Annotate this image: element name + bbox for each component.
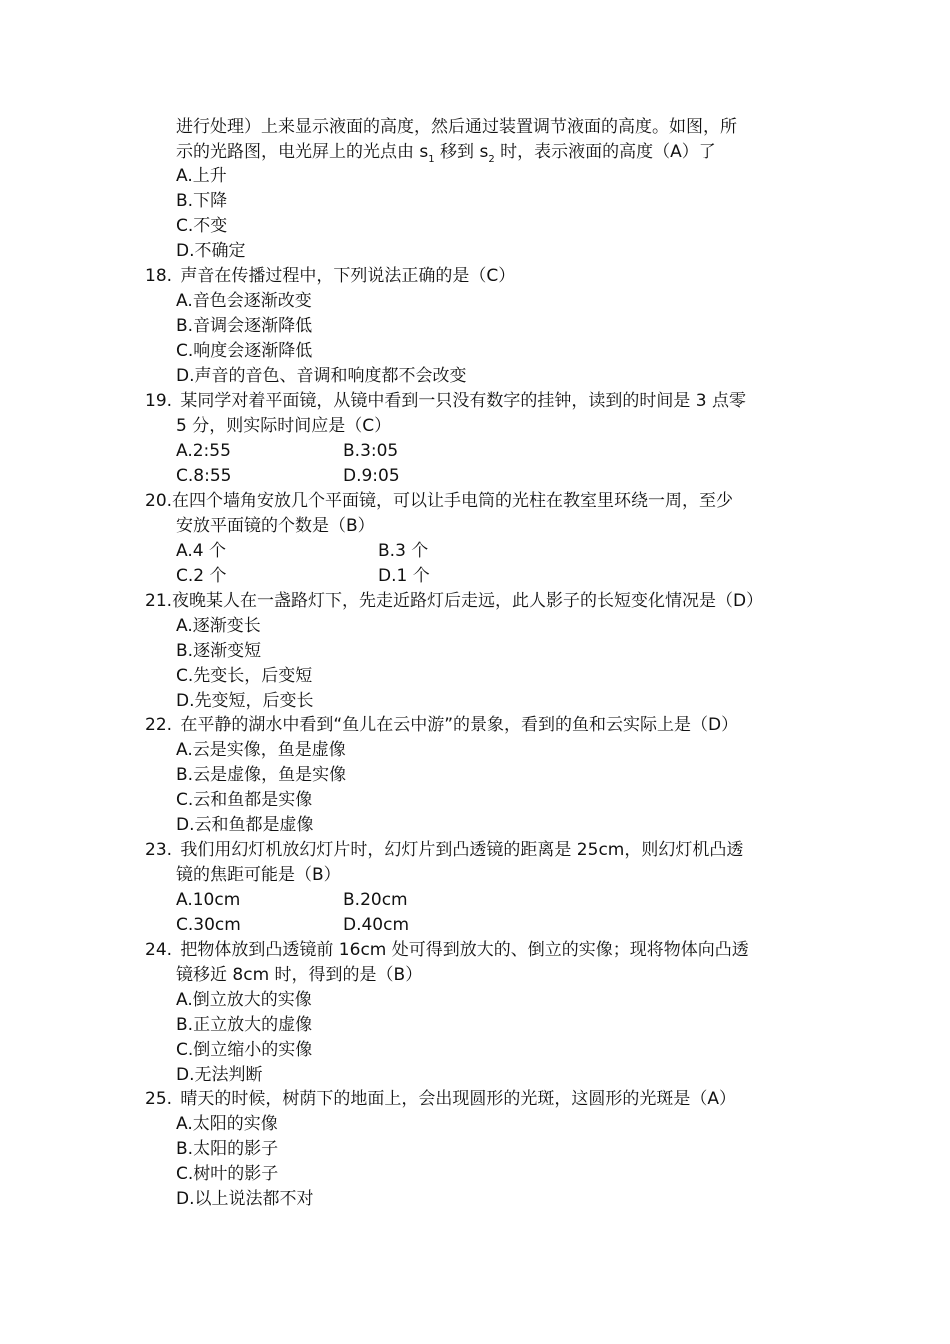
q21-stem-text: 夜晚某人在一盏路灯下，先走近路灯后走远，此人影子的长短变化情况是（D） [172, 591, 764, 611]
q17-option-a: A.上升 [176, 166, 227, 186]
q22-option-d: D.云和鱼都是虚像 [176, 815, 314, 835]
q20-stem-line1 [145, 489, 733, 514]
q23-stem-line2: 镜的焦距可能是（B） [176, 865, 341, 885]
q21-option-d: D.先变短，后变长 [176, 691, 314, 711]
q21-stem [145, 589, 763, 614]
q22-option-b: B.云是虚像，鱼是实像 [176, 765, 347, 785]
q17-stem-text-b: 移到 s [434, 142, 489, 162]
q25-option-a: A.太阳的实像 [176, 1114, 278, 1134]
q17-stem-line1: 进行处理）上来显示液面的高度，然后通过装置调节液面的高度。如图，所 [176, 117, 737, 137]
q25-stem [145, 1087, 736, 1112]
q23-option-a: A.10cm [176, 890, 241, 910]
q17-option-b: B.下降 [176, 191, 228, 211]
q24-option-b: B.正立放大的虚像 [176, 1015, 313, 1035]
q17-stem-text-c: 时，表示液面的高度（A）了 [494, 142, 716, 162]
q23-stem-text: 我们用幻灯机放幻灯片时，幻灯片到凸透镜的距离是 25cm，则幻灯机凸透 [180, 840, 744, 860]
q22-stem-text: 在平静的湖水中看到“鱼儿在云中游”的景象，看到的鱼和云实际上是（D） [180, 715, 739, 735]
q19-option-a: A.2:55 [176, 441, 231, 461]
q18-option-b: B.音调会逐渐降低 [176, 316, 313, 336]
q18-stem-text: 声音在传播过程中，下列说法正确的是（C） [180, 266, 516, 286]
q19-option-b: B.3:05 [343, 441, 399, 461]
q25-stem-text: 晴天的时候，树荫下的地面上，会出现圆形的光斑，这圆形的光斑是（A） [180, 1089, 737, 1109]
q24-stem-text: 把物体放到凸透镜前 16cm 处可得到放大的、倒立的实像；现将物体向凸透 [180, 940, 749, 960]
q20-stem-line2: 安放平面镜的个数是（B） [176, 516, 375, 536]
q17-option-d: D.不确定 [176, 241, 246, 261]
q20-option-d: D.1 个 [378, 566, 430, 586]
q20-stem-text: 在四个墙角安放几个平面镜，可以让手电筒的光柱在教室里环绕一周，至少 [172, 491, 734, 511]
q24-number: 24. [145, 940, 173, 960]
q24-stem-line1 [145, 938, 749, 963]
q18-option-d: D.声音的音色、音调和响度都不会改变 [176, 366, 467, 386]
q19-option-c: C.8:55 [176, 466, 232, 486]
q18-number: 18. [145, 266, 173, 286]
q24-stem-line2: 镜移近 8cm 时，得到的是（B） [176, 965, 423, 985]
q24-option-a: A.倒立放大的实像 [176, 990, 312, 1010]
q17-option-c: C.不变 [176, 216, 228, 236]
q22-stem [145, 713, 738, 738]
q25-option-b: B.太阳的影子 [176, 1139, 279, 1159]
q25-option-d: D.以上说法都不对 [176, 1189, 314, 1209]
q22-option-c: C.云和鱼都是实像 [176, 790, 313, 810]
q17-subscript-1: 1 [428, 154, 435, 165]
q19-option-d: D.9:05 [343, 466, 400, 486]
q20-number: 20. [145, 491, 173, 511]
q21-number: 21. [145, 591, 173, 611]
q24-option-d: D.无法判断 [176, 1065, 263, 1085]
q18-stem [145, 264, 515, 289]
q19-stem-line2: 5 分，则实际时间应是（C） [176, 416, 392, 436]
q20-option-a: A.4 个 [176, 541, 226, 561]
q18-option-a: A.音色会逐渐改变 [176, 291, 312, 311]
q22-option-a: A.云是实像，鱼是虚像 [176, 740, 346, 760]
q19-stem-text: 某同学对着平面镜，从镜中看到一只没有数字的挂钟，读到的时间是 3 点零 [180, 391, 747, 411]
q19-stem-line1 [145, 389, 746, 414]
q23-option-d: D.40cm [343, 915, 410, 935]
q22-number: 22. [145, 715, 173, 735]
q20-option-c: C.2 个 [176, 566, 227, 586]
q20-option-b: B.3 个 [378, 541, 429, 561]
q18-option-c: C.响度会逐渐降低 [176, 341, 313, 361]
q17-subscript-2: 2 [488, 154, 495, 165]
q23-stem-line1 [145, 838, 743, 863]
q23-option-b: B.20cm [343, 890, 408, 910]
q25-option-c: C.树叶的影子 [176, 1164, 279, 1184]
q23-option-c: C.30cm [176, 915, 241, 935]
q19-number: 19. [145, 391, 173, 411]
q21-option-a: A.逐渐变长 [176, 616, 261, 636]
q17-stem-text-a: 示的光路图，电光屏上的光点由 s [176, 142, 429, 162]
q23-number: 23. [145, 840, 173, 860]
q24-option-c: C.倒立缩小的实像 [176, 1040, 313, 1060]
q25-number: 25. [145, 1089, 173, 1109]
q17-stem-line2 [176, 140, 716, 172]
q21-option-c: C.先变长，后变短 [176, 666, 313, 686]
q21-option-b: B.逐渐变短 [176, 641, 262, 661]
